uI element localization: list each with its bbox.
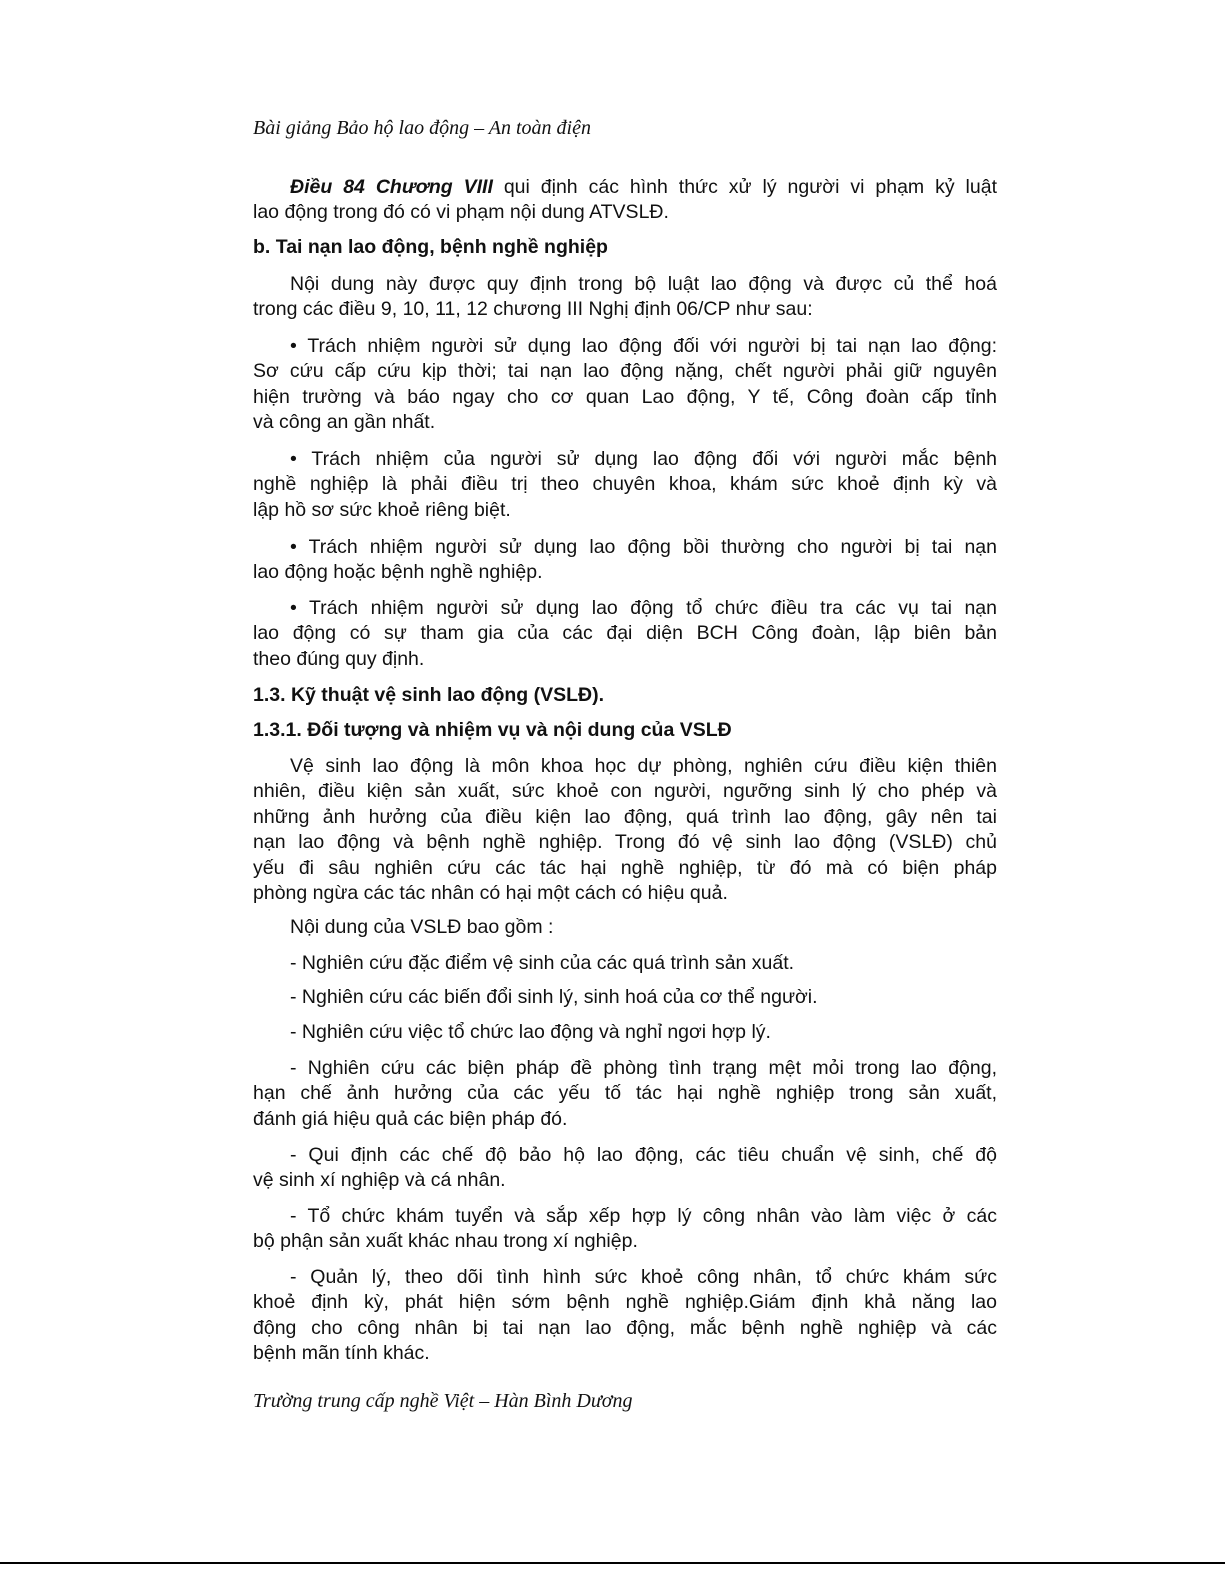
section-heading <box>253 235 997 260</box>
text-line: 1.3.1. Đối tượng và nhiệm vụ và nội dung của VSLĐ <box>253 719 732 741</box>
text-line: hạn chế ảnh hưởng của các yếu tố tác hại nghề nghiệp trong sản xuất, <box>253 1082 997 1105</box>
paragraph <box>253 1056 997 1132</box>
paragraph <box>253 272 997 323</box>
text-line: bệnh mãn tính khác. <box>253 1342 430 1365</box>
text-line: - Quản lý, theo dõi tình hình sức khoẻ công nhân, tổ chức khám sức <box>290 1266 997 1288</box>
paragraph <box>253 1020 997 1045</box>
text-line: - Nghiên cứu việc tổ chức lao động và nghỉ ngơi hợp lý. <box>290 1021 771 1043</box>
text-line: những ảnh hưởng của điều kiện lao động, quá trình lao động, gây nên tai <box>253 805 997 828</box>
paragraph <box>253 915 997 940</box>
section-heading <box>253 718 997 743</box>
paragraph <box>253 175 997 226</box>
text-line: lao động trong đó có vi phạm nội dung ATVSLĐ. <box>253 201 669 224</box>
text-run: qui định các hình thức xử lý người vi phạm kỷ luật <box>492 176 997 198</box>
text-line: động cho công nhân bị tai nạn lao động, mắc bệnh nghề nghiệp và các <box>253 1316 997 1339</box>
text-line: hiện trường và báo ngay cho cơ quan Lao động, Y tế, Công đoàn cấp tỉnh <box>253 385 997 408</box>
text-line: Vệ sinh lao động là môn khoa học dự phòng, nghiên cứu điều kiện thiên <box>290 755 997 777</box>
emphasis-article-ref: Điều 84 Chương VIII <box>290 176 493 198</box>
paragraph <box>253 985 997 1010</box>
paragraph <box>253 447 997 523</box>
text-line: theo đúng quy định. <box>253 647 425 670</box>
text-line: • Trách nhiệm người sử dụng lao động tổ chức điều tra các vụ tai nạn <box>290 597 997 619</box>
paragraph <box>253 754 997 906</box>
text-line: - Nghiên cứu các biện pháp đề phòng tình trạng mệt mỏi trong lao động, <box>290 1057 997 1079</box>
text-line: trong các điều 9, 10, 11, 12 chương III Nghị định 06/CP như sau: <box>253 298 813 321</box>
text-line: Nội dung này được quy định trong bộ luật lao động và được củ thể hoá <box>290 273 997 295</box>
text-line: lập hồ sơ sức khoẻ riêng biệt. <box>253 498 511 521</box>
paragraph <box>253 1204 997 1255</box>
text-line: • Trách nhiệm của người sử dụng lao động đối với người mắc bệnh <box>290 448 997 470</box>
text-line: Nội dung của VSLĐ bao gồm : <box>290 916 554 938</box>
text-line: • Trách nhiệm người sử dụng lao động bồi thường cho người bị tai nạn <box>290 536 997 558</box>
page-edge-divider <box>0 1562 1225 1564</box>
text-line: vệ sinh xí nghiệp và cá nhân. <box>253 1169 506 1192</box>
text-line: Sơ cứu cấp cứu kịp thời; tai nạn lao động nặng, chết người phải giữ nguyên <box>253 360 997 383</box>
paragraph <box>253 535 997 586</box>
paragraph <box>253 334 997 436</box>
text-line: khoẻ định kỳ, phát hiện sớm bệnh nghề nghiệp.Giám định khả năng lao <box>253 1291 997 1314</box>
text-line: yếu đi sâu nghiên cứu các tác hại nghề nghiệp, từ đó mà có biện pháp <box>253 856 997 879</box>
paragraph <box>253 1143 997 1194</box>
section-heading <box>253 683 997 708</box>
paragraph <box>253 596 997 672</box>
running-footer: Trường trung cấp nghề Việt – Hàn Bình Dương <box>253 1390 633 1412</box>
text-line: phòng ngừa các tác nhân có hại một cách có hiệu quả. <box>253 881 728 904</box>
text-line <box>253 175 997 200</box>
text-line: • Trách nhiệm người sử dụng lao động đối với người bị tai nạn lao động: <box>290 335 997 357</box>
text-line: nhiên, điều kiện sản xuất, sức khoẻ con người, ngưỡng sinh lý cho phép và <box>253 780 997 803</box>
text-line: và công an gần nhất. <box>253 411 436 434</box>
text-line: 1.3. Kỹ thuật vệ sinh lao động (VSLĐ). <box>253 684 605 706</box>
text-line: b. Tai nạn lao động, bệnh nghề nghiệp <box>253 236 608 258</box>
paragraph <box>253 1265 997 1367</box>
text-line: lao động hoặc bệnh nghề nghiệp. <box>253 561 543 584</box>
text-line: - Qui định các chế độ bảo hộ lao động, các tiêu chuẩn vệ sinh, chế độ <box>290 1144 997 1166</box>
text-line: đánh giá hiệu quả các biện pháp đó. <box>253 1107 568 1130</box>
text-line: - Nghiên cứu các biến đổi sinh lý, sinh hoá của cơ thể người. <box>290 986 818 1008</box>
text-line: nghề nghiệp là phải điều trị theo chuyên khoa, khám sức khoẻ định kỳ và <box>253 473 997 496</box>
paragraph <box>253 951 997 976</box>
text-line: - Tổ chức khám tuyển và sắp xếp hợp lý công nhân vào làm việc ở các <box>290 1205 997 1227</box>
text-line: nạn lao động và bệnh nghề nghiệp. Trong đó vệ sinh lao động (VSLĐ) chủ <box>253 831 997 854</box>
text-line: bộ phận sản xuất khác nhau trong xí nghiệp. <box>253 1230 638 1253</box>
running-header: Bài giảng Bảo hộ lao động – An toàn điện <box>253 117 591 139</box>
text-line: - Nghiên cứu đặc điểm vệ sinh của các quá trình sản xuất. <box>290 952 795 974</box>
text-line: lao động có sự tham gia của các đại diện BCH Công đoàn, lập biên bản <box>253 622 997 645</box>
